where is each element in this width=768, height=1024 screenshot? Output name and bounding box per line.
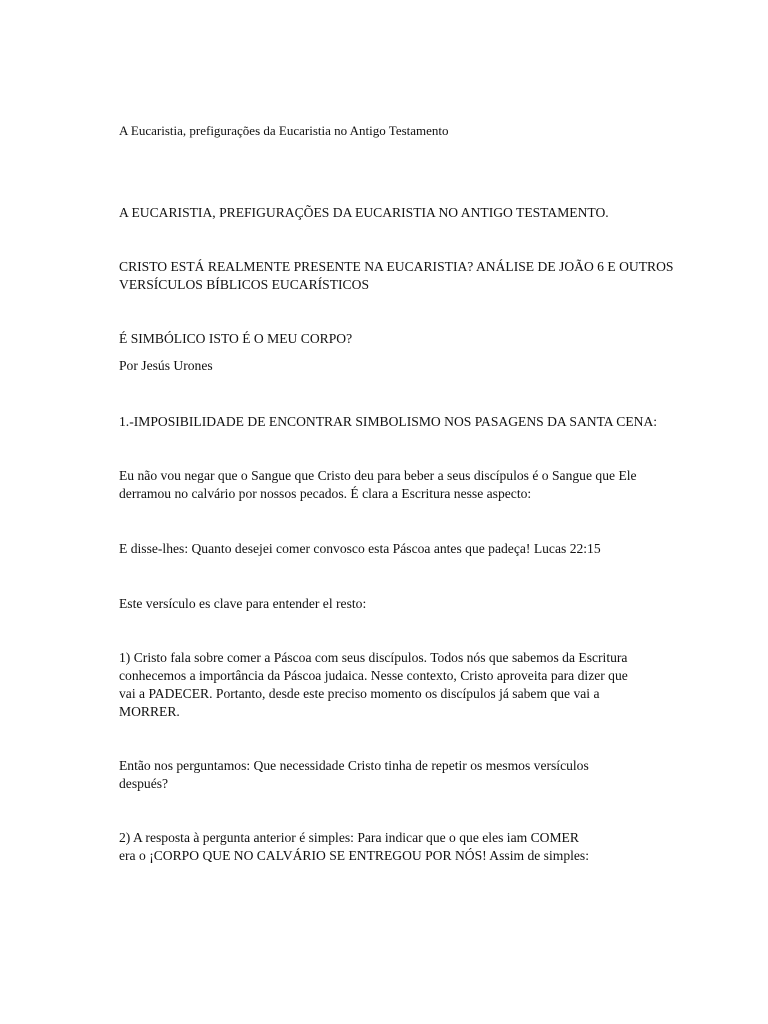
question-line-1: CRISTO ESTÁ REALMENTE PRESENTE NA EUCARISTIA? ANÁLISE DE JOÃO 6 E OUTROS [119,259,674,274]
paragraph-5-line-1: 2) A resposta à pergunta anterior é simples: Para indicar que o que eles iam COMER [119,830,579,845]
paragraph-3-line-4: MORRER. [119,704,180,719]
question-line-2: VERSÍCULOS BÍBLICOS EUCARÍSTICOS [119,277,370,292]
paragraph-3-line-2: conhecemos a importância da Páscoa judaica. Nesse contexto, Cristo aproveita para dizer que [119,668,628,683]
bible-quote: E disse-lhes: Quanto desejei comer convosco esta Páscoa antes que padeça! Lucas 22:15 [119,541,601,556]
paragraph-1-line-2: derramou no calvário por nossos pecados. É clara a Escritura nesse aspecto: [119,486,532,501]
paragraph-2: Este versículo es clave para entender el resto: [119,596,367,611]
paragraph-4-line-2: después? [119,776,169,791]
subquestion: É SIMBÓLICO ISTO É O MEU CORPO? [119,331,353,346]
document-title: A EUCARISTIA, PREFIGURAÇÕES DA EUCARISTIA NO ANTIGO TESTAMENTO. [119,205,609,220]
section-heading: 1.-IMPOSIBILIDADE DE ENCONTRAR SIMBOLISMO NOS PASAGENS DA SANTA CENA: [119,414,658,429]
paragraph-1-line-1: Eu não vou negar que o Sangue que Cristo deu para beber a seus discípulos é o Sangue que Ele [119,468,637,483]
paragraph-5-line-2: era o ¡CORPO QUE NO CALVÁRIO SE ENTREGOU POR NÓS! Assim de simples: [119,848,589,863]
paragraph-4-line-1: Então nos perguntamos: Que necessidade Cristo tinha de repetir os mesmos versículos [119,758,589,773]
author-line: Por Jesús Urones [119,358,213,373]
paragraph-3-line-3: vai a PADECER. Portanto, desde este preciso momento os discípulos já sabem que vai a [119,686,600,701]
document-header: A Eucaristia, prefigurações da Eucaristia no Antigo Testamento [119,123,449,138]
paragraph-3-line-1: 1) Cristo fala sobre comer a Páscoa com seus discípulos. Todos nós que sabemos da Escritura [119,650,628,665]
